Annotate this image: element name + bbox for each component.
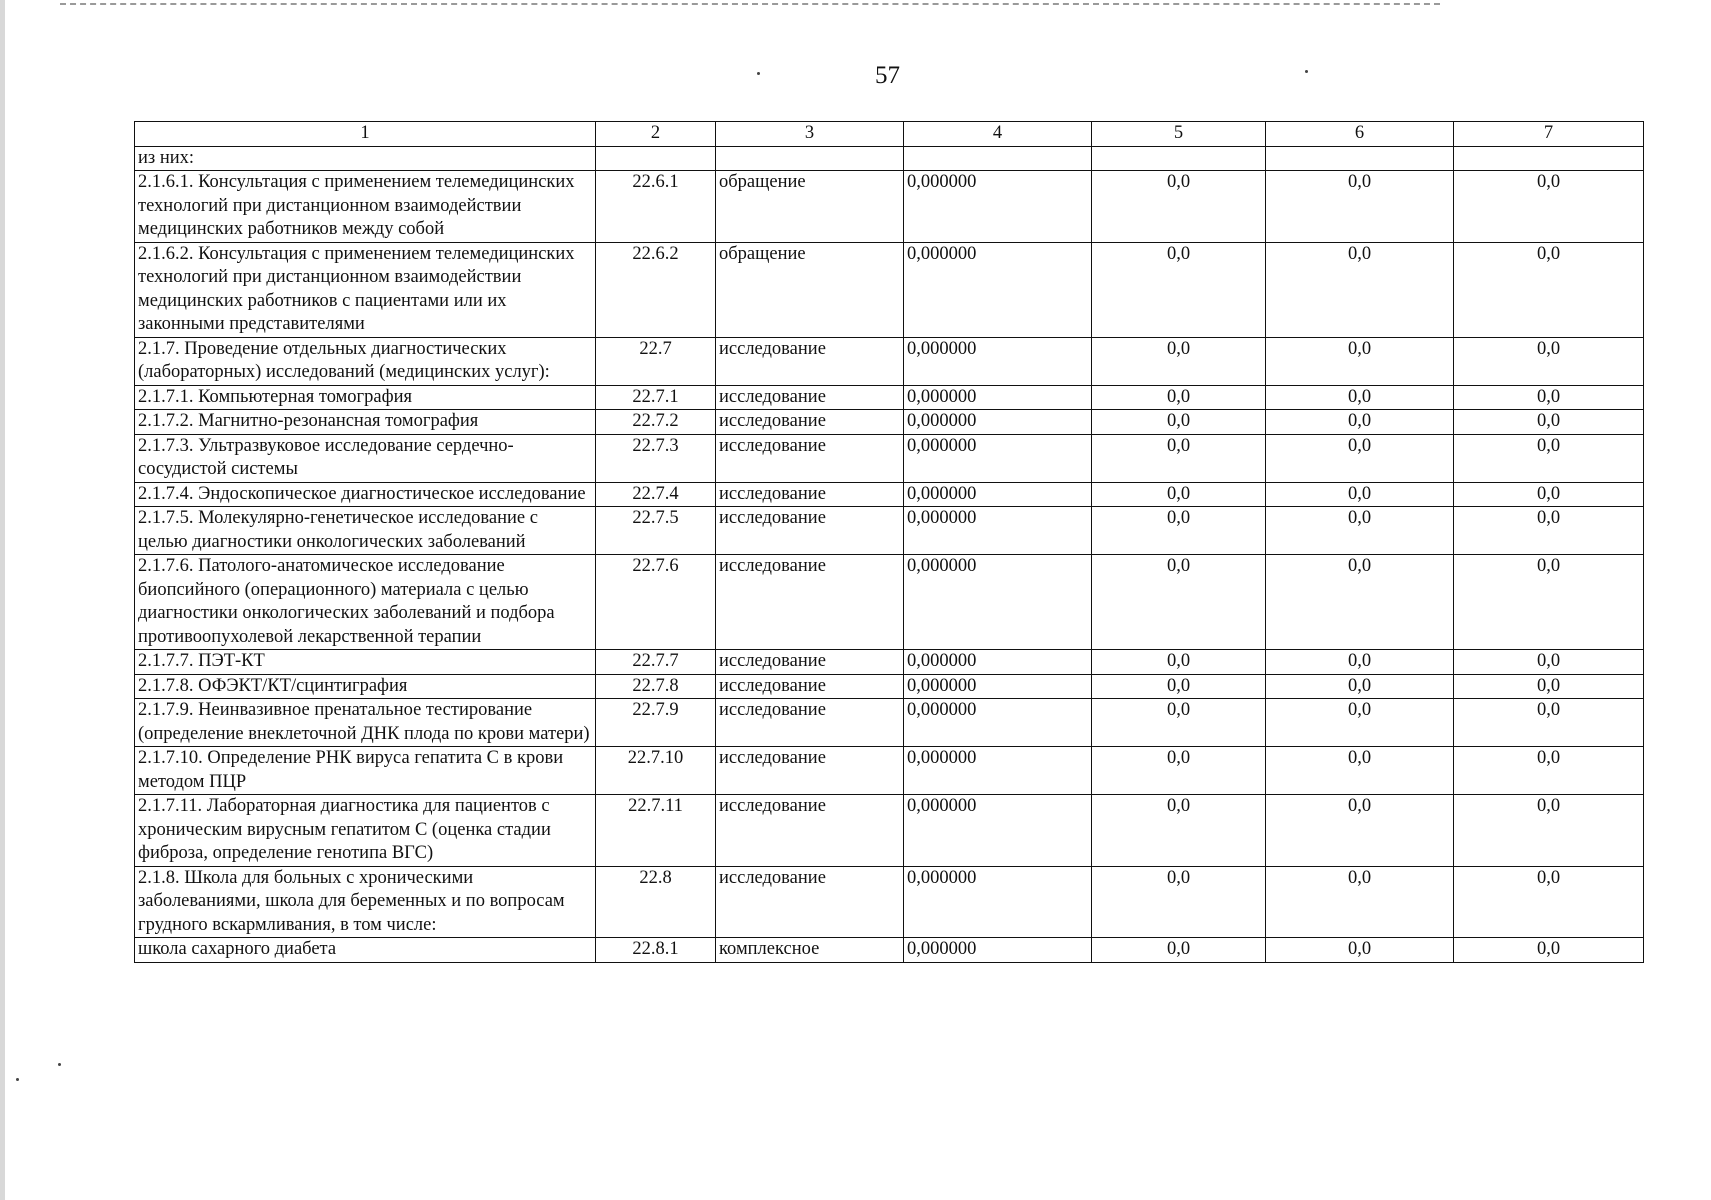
- row-value-cell: 0,000000: [904, 795, 1092, 867]
- row-unit-cell: исследование: [716, 650, 904, 675]
- row-name-cell: 2.1.7.11. Лабораторная диагностика для пациентов с хроническим вирусным гепатитом С (оценка стадии фиброза, определение генотипа ВГС): [135, 795, 596, 867]
- row-col5-cell: 0,0: [1092, 866, 1266, 938]
- row-unit-cell: исследование: [716, 410, 904, 435]
- header-cell: 2: [596, 122, 716, 147]
- row-value-cell: 0,000000: [904, 434, 1092, 482]
- row-col5-cell: 0,0: [1092, 507, 1266, 555]
- row-code-cell: 22.6.1: [596, 171, 716, 243]
- row-name-cell: 2.1.7.4. Эндоскопическое диагностическое исследование: [135, 482, 596, 507]
- row-unit-cell: комплексное: [716, 938, 904, 963]
- table-row: [135, 650, 1644, 675]
- row-code-cell: 22.7.7: [596, 650, 716, 675]
- row-col5-cell: 0,0: [1092, 795, 1266, 867]
- row-col7-cell: 0,0: [1454, 242, 1644, 337]
- row-col7-cell: 0,0: [1454, 482, 1644, 507]
- row-col6-cell: 0,0: [1266, 938, 1454, 963]
- table-row: [135, 171, 1644, 243]
- row-col6-cell: 0,0: [1266, 507, 1454, 555]
- row-col5-cell: 0,0: [1092, 171, 1266, 243]
- scan-edge-shadow: [0, 0, 5, 1200]
- row-name-cell: школа сахарного диабета: [135, 938, 596, 963]
- row-col5-cell: 0,0: [1092, 434, 1266, 482]
- row-code-cell: 22.7.1: [596, 385, 716, 410]
- scan-top-border: [60, 3, 1440, 5]
- row-code-cell: [596, 146, 716, 171]
- row-col6-cell: 0,0: [1266, 385, 1454, 410]
- row-unit-cell: исследование: [716, 795, 904, 867]
- table-row: [135, 434, 1644, 482]
- row-col6-cell: 0,0: [1266, 795, 1454, 867]
- row-col5-cell: 0,0: [1092, 385, 1266, 410]
- table-row: [135, 747, 1644, 795]
- row-name-cell: 2.1.7.2. Магнитно-резонансная томография: [135, 410, 596, 435]
- row-unit-cell: исследование: [716, 674, 904, 699]
- table-row: [135, 482, 1644, 507]
- row-unit-cell: исследование: [716, 482, 904, 507]
- row-unit-cell: исследование: [716, 507, 904, 555]
- row-value-cell: 0,000000: [904, 507, 1092, 555]
- table-row: [135, 938, 1644, 963]
- row-name-cell: 2.1.7.3. Ультразвуковое исследование сердечно-сосудистой системы: [135, 434, 596, 482]
- row-value-cell: 0,000000: [904, 171, 1092, 243]
- row-name-cell: 2.1.7.7. ПЭТ-КТ: [135, 650, 596, 675]
- scan-speck: [1305, 70, 1308, 73]
- row-value-cell: 0,000000: [904, 555, 1092, 650]
- row-unit-cell: исследование: [716, 866, 904, 938]
- row-col7-cell: 0,0: [1454, 650, 1644, 675]
- row-value-cell: [904, 146, 1092, 171]
- table-row: [135, 242, 1644, 337]
- row-col6-cell: 0,0: [1266, 242, 1454, 337]
- row-unit-cell: исследование: [716, 337, 904, 385]
- table-body: [135, 146, 1644, 962]
- table-row: [135, 507, 1644, 555]
- row-col7-cell: 0,0: [1454, 938, 1644, 963]
- row-col6-cell: 0,0: [1266, 650, 1454, 675]
- row-unit-cell: исследование: [716, 555, 904, 650]
- row-unit-cell: исследование: [716, 747, 904, 795]
- row-value-cell: 0,000000: [904, 410, 1092, 435]
- row-col5-cell: [1092, 146, 1266, 171]
- row-col7-cell: 0,0: [1454, 747, 1644, 795]
- header-cell: 3: [716, 122, 904, 147]
- scan-speck: [58, 1063, 61, 1066]
- row-col5-cell: 0,0: [1092, 650, 1266, 675]
- table-header: [135, 122, 1644, 147]
- row-value-cell: 0,000000: [904, 482, 1092, 507]
- row-value-cell: 0,000000: [904, 747, 1092, 795]
- row-value-cell: 0,000000: [904, 242, 1092, 337]
- row-value-cell: 0,000000: [904, 938, 1092, 963]
- row-col5-cell: 0,0: [1092, 747, 1266, 795]
- row-name-cell: 2.1.7.10. Определение РНК вируса гепатита С в крови методом ПЦР: [135, 747, 596, 795]
- row-code-cell: 22.7.6: [596, 555, 716, 650]
- services-table: [134, 121, 1644, 963]
- row-col7-cell: 0,0: [1454, 795, 1644, 867]
- row-name-cell: 2.1.7. Проведение отдельных диагностических (лабораторных) исследований (медицинских услуг):: [135, 337, 596, 385]
- row-name-cell: 2.1.7.8. ОФЭКТ/КТ/сцинтиграфия: [135, 674, 596, 699]
- row-name-cell: 2.1.7.6. Патолого-анатомическое исследование биопсийного (операционного) материала с целью диагностики онкологических заболеваний и подбора противоопухолевой лекарственной терапии: [135, 555, 596, 650]
- header-cell: 7: [1454, 122, 1644, 147]
- row-col6-cell: [1266, 146, 1454, 171]
- row-value-cell: 0,000000: [904, 385, 1092, 410]
- header-cell: 1: [135, 122, 596, 147]
- row-unit-cell: исследование: [716, 434, 904, 482]
- row-code-cell: 22.7.3: [596, 434, 716, 482]
- row-value-cell: 0,000000: [904, 337, 1092, 385]
- table-row: [135, 674, 1644, 699]
- row-col6-cell: 0,0: [1266, 482, 1454, 507]
- row-col5-cell: 0,0: [1092, 242, 1266, 337]
- row-col6-cell: 0,0: [1266, 747, 1454, 795]
- row-col6-cell: 0,0: [1266, 171, 1454, 243]
- row-col7-cell: 0,0: [1454, 171, 1644, 243]
- row-code-cell: 22.8: [596, 866, 716, 938]
- row-code-cell: 22.7.9: [596, 699, 716, 747]
- row-code-cell: 22.7.4: [596, 482, 716, 507]
- row-col7-cell: 0,0: [1454, 507, 1644, 555]
- scan-speck: [757, 72, 760, 75]
- row-col7-cell: 0,0: [1454, 385, 1644, 410]
- table-row: [135, 337, 1644, 385]
- row-col7-cell: 0,0: [1454, 337, 1644, 385]
- table-row: [135, 555, 1644, 650]
- row-col7-cell: 0,0: [1454, 699, 1644, 747]
- row-col5-cell: 0,0: [1092, 938, 1266, 963]
- page-number: 57: [875, 62, 900, 89]
- header-cell: 4: [904, 122, 1092, 147]
- row-col6-cell: 0,0: [1266, 337, 1454, 385]
- row-name-cell: 2.1.7.9. Неинвазивное пренатальное тестирование (определение внеклеточной ДНК плода по крови матери): [135, 699, 596, 747]
- row-unit-cell: обращение: [716, 242, 904, 337]
- row-unit-cell: [716, 146, 904, 171]
- row-name-cell: 2.1.8. Школа для больных с хроническими заболеваниями, школа для беременных и по вопросам грудного вскармливания, в том числе:: [135, 866, 596, 938]
- row-col6-cell: 0,0: [1266, 410, 1454, 435]
- row-code-cell: 22.7.5: [596, 507, 716, 555]
- row-col7-cell: 0,0: [1454, 866, 1644, 938]
- row-col6-cell: 0,0: [1266, 866, 1454, 938]
- row-unit-cell: исследование: [716, 699, 904, 747]
- row-col7-cell: 0,0: [1454, 434, 1644, 482]
- row-col7-cell: 0,0: [1454, 674, 1644, 699]
- row-col6-cell: 0,0: [1266, 674, 1454, 699]
- row-code-cell: 22.8.1: [596, 938, 716, 963]
- header-cell: 5: [1092, 122, 1266, 147]
- row-name-cell: 2.1.7.1. Компьютерная томография: [135, 385, 596, 410]
- table-row: [135, 410, 1644, 435]
- row-value-cell: 0,000000: [904, 650, 1092, 675]
- table-row: [135, 146, 1644, 171]
- row-col6-cell: 0,0: [1266, 434, 1454, 482]
- scan-speck: [16, 1078, 19, 1081]
- header-row: [135, 122, 1644, 147]
- row-code-cell: 22.7.2: [596, 410, 716, 435]
- row-value-cell: 0,000000: [904, 699, 1092, 747]
- row-code-cell: 22.7: [596, 337, 716, 385]
- row-col7-cell: [1454, 146, 1644, 171]
- table-row: [135, 866, 1644, 938]
- row-col6-cell: 0,0: [1266, 699, 1454, 747]
- row-code-cell: 22.6.2: [596, 242, 716, 337]
- row-code-cell: 22.7.11: [596, 795, 716, 867]
- row-col5-cell: 0,0: [1092, 555, 1266, 650]
- row-unit-cell: исследование: [716, 385, 904, 410]
- row-col5-cell: 0,0: [1092, 482, 1266, 507]
- row-col5-cell: 0,0: [1092, 337, 1266, 385]
- row-name-cell: из них:: [135, 146, 596, 171]
- header-cell: 6: [1266, 122, 1454, 147]
- row-value-cell: 0,000000: [904, 674, 1092, 699]
- row-col5-cell: 0,0: [1092, 674, 1266, 699]
- row-code-cell: 22.7.10: [596, 747, 716, 795]
- row-code-cell: 22.7.8: [596, 674, 716, 699]
- row-col7-cell: 0,0: [1454, 555, 1644, 650]
- table-row: [135, 699, 1644, 747]
- table-row: [135, 795, 1644, 867]
- row-name-cell: 2.1.7.5. Молекулярно-генетическое исследование с целью диагностики онкологических заболеваний: [135, 507, 596, 555]
- row-unit-cell: обращение: [716, 171, 904, 243]
- table-row: [135, 385, 1644, 410]
- row-col7-cell: 0,0: [1454, 410, 1644, 435]
- row-value-cell: 0,000000: [904, 866, 1092, 938]
- row-col5-cell: 0,0: [1092, 699, 1266, 747]
- row-col5-cell: 0,0: [1092, 410, 1266, 435]
- row-name-cell: 2.1.6.2. Консультация с применением телемедицинских технологий при дистанционном взаимодействии медицинских работников с пациентами или их законными представителями: [135, 242, 596, 337]
- row-name-cell: 2.1.6.1. Консультация с применением телемедицинских технологий при дистанционном взаимодействии медицинских работников между собой: [135, 171, 596, 243]
- row-col6-cell: 0,0: [1266, 555, 1454, 650]
